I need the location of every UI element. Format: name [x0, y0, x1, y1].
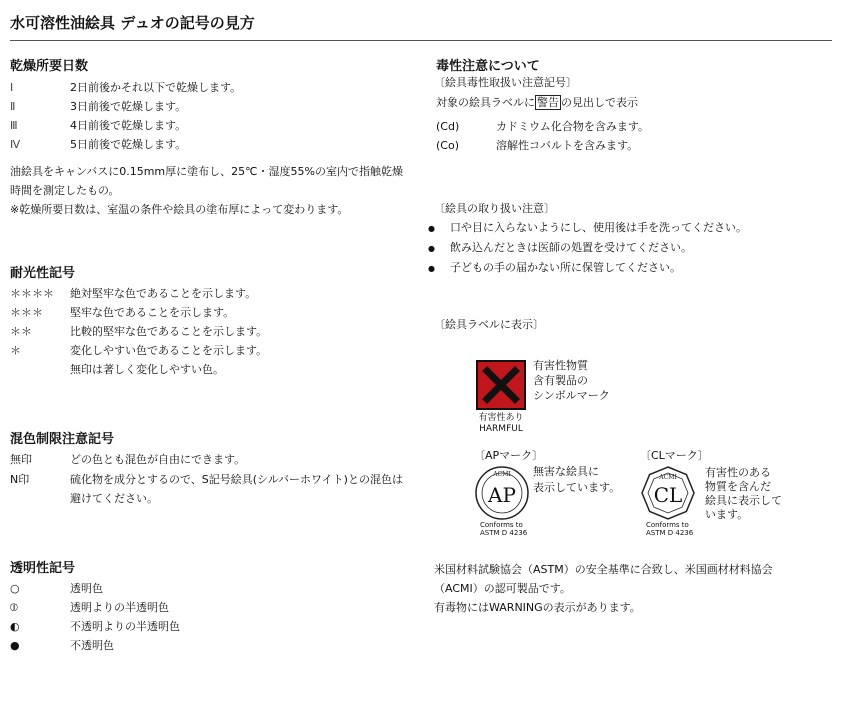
list-item: Ⅰ 2日前後かそれ以下で乾燥します。 — [10, 81, 242, 94]
list-item: ● 子どもの手の届かない所に保管してください。 — [428, 258, 747, 278]
transparency-list — [10, 579, 180, 655]
list-item: Ⅲ 4日前後で乾燥します。 — [10, 119, 187, 132]
seal-ap-text: AP — [488, 483, 516, 507]
bullet-icon: ● — [428, 224, 435, 233]
list-item: Ⅱ 3日前後で乾燥します。 — [10, 100, 187, 113]
transparency-heading: 透明性記号 — [10, 561, 76, 576]
list-item: ＊＊＊ 堅牢な色であることを示します。 — [10, 306, 235, 319]
mixing-n-text: 硫化物を成分とするので、S記号絵具(シルバーホワイト)との混色は避けてください。 — [70, 473, 403, 505]
list-item: ＊＊ 比較的堅牢な色であることを示します。 — [10, 325, 268, 338]
harmful-description: 有害性物質 含有製品の シンボルマーク — [533, 359, 610, 402]
toxicity-label-line: 対象の絵具ラベルに 警告 の見出しで表示 — [436, 96, 638, 109]
seal-top-text: ACMI — [493, 471, 511, 478]
bullet-icon: ● — [428, 264, 435, 273]
page-title: 水可溶性油絵具 デュオの記号の見方 — [10, 14, 255, 32]
drying-list — [10, 78, 241, 154]
ap-seal-icon — [474, 465, 530, 521]
seal-cl-text: CL — [653, 483, 683, 507]
harmful-caption: 有害性あり HARMFUL — [478, 413, 524, 434]
list-item: (Co) 溶解性コバルトを含みます。 — [436, 139, 639, 152]
ap-description: 無害な絵具に 表示しています。 — [533, 465, 621, 494]
handling-heading: 〔絵具の取り扱い注意〕 — [434, 202, 555, 215]
title-divider — [10, 40, 832, 41]
cl-conforms: Conforms to ASTM D 4236 — [646, 521, 694, 537]
seal-top-text: ACMI — [659, 474, 677, 481]
toxicity-subheading: 〔絵具毒性取扱い注意記号〕 — [434, 76, 577, 89]
list-item: ⦶ 透明よりの半透明色 — [10, 601, 169, 614]
warning-box: 警告 — [537, 96, 559, 109]
bullet-icon: ● — [428, 244, 435, 253]
list-item: (Cd) カドミウム化合物を含みます。 — [436, 120, 650, 133]
astm-footer: 米国材料試験協会（ASTM）の安全基準に合致し、米国画材材料協会 （ACMI）の認可製品です。 有毒物にはWARNINGの表示があります。 — [434, 563, 773, 614]
list-item: ＊ 変化しやすい色であることを示します。 — [10, 344, 268, 357]
cl-description: 有害性のある 物質を含んだ 絵具に表示して います。 — [705, 466, 782, 521]
handling-list — [428, 218, 747, 278]
cl-title: 〔CLマーク〕 — [640, 449, 709, 462]
drying-heading: 乾燥所要日数 — [10, 59, 89, 74]
mixing-heading: 混色制限注意記号 — [10, 432, 115, 447]
list-item: ◐ 不透明よりの半透明色 — [10, 620, 180, 633]
list-item: ○ 透明色 — [10, 582, 103, 595]
list-item: 無印 どの色とも混色が自由にできます。 — [10, 453, 246, 466]
mixing-n-sym: N印 — [10, 473, 30, 486]
list-item: ＊＊＊＊ 絶対堅牢な色であることを示します。 — [10, 287, 257, 300]
list-item: ● 飲み込んだときは医師の処置を受けてください。 — [428, 238, 747, 258]
list-item: 無印は著しく変化しやすい色。 — [70, 363, 224, 376]
lightfast-list — [10, 284, 267, 379]
list-item: Ⅳ 5日前後で乾燥します。 — [10, 138, 187, 151]
toxicity-heading: 毒性注意について — [436, 59, 540, 74]
drying-footnote: ※乾燥所要日数は、室温の条件や絵具の塗布厚によって変わります。 — [10, 203, 349, 216]
drying-note: 油絵具をキャンバスに0.15mm厚に塗布し、25℃・湿度55%の室内で指触乾燥時間を測定したもの。 — [10, 165, 403, 197]
label-heading: 〔絵具ラベルに表示〕 — [434, 318, 544, 331]
harmful-x-icon — [476, 360, 526, 410]
list-item: ● 不透明色 — [10, 639, 114, 652]
ap-title: 〔APマーク〕 — [474, 449, 544, 462]
list-item: ● 口や目に入らないようにし、使用後は手を洗ってください。 — [428, 218, 747, 238]
lightfast-heading: 耐光性記号 — [10, 266, 76, 281]
cl-seal-icon — [640, 465, 696, 521]
ap-conforms: Conforms to ASTM D 4236 — [480, 521, 528, 537]
